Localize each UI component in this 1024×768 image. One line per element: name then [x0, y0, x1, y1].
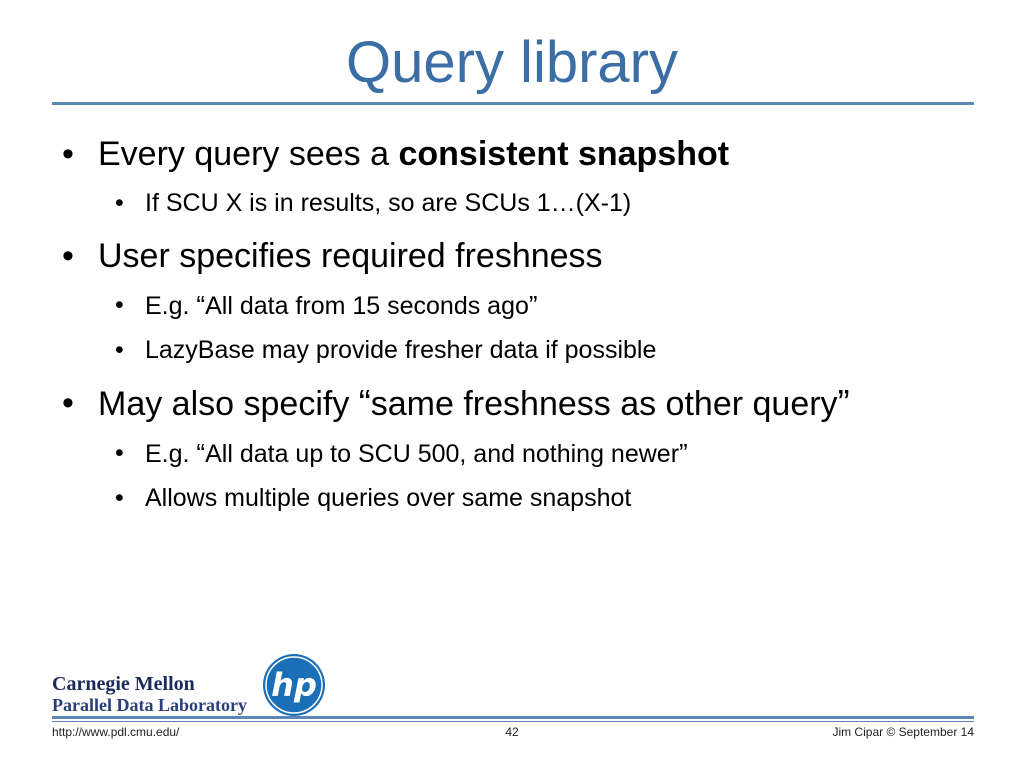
bullet-marker: •: [62, 237, 74, 275]
quoted-text: same freshness as other query: [370, 385, 838, 423]
bullet-marker: •: [115, 189, 124, 217]
sub-bullet-text: LazyBase may provide fresher data if possible: [145, 336, 657, 364]
bullet-marker: •: [115, 336, 124, 364]
open-quote: “: [196, 438, 206, 468]
bullet-text: Every query sees a: [98, 135, 399, 173]
quoted-text: All data up to SCU 500, and nothing newer: [205, 440, 680, 468]
close-quote: ”: [528, 290, 538, 320]
footer-author-date: Jim Cipar © September 14: [832, 725, 974, 739]
sub-bullet-text: Allows multiple queries over same snapshot: [145, 484, 632, 512]
bullet-item: [58, 232, 1008, 280]
sub-bullet-item: [58, 479, 1008, 517]
title-divider: [52, 102, 974, 105]
org-name: Carnegie Mellon: [52, 673, 195, 695]
cmu-pdl-logo: [52, 673, 247, 715]
bullet-prefix: May also specify: [98, 385, 359, 423]
sub-bullet-item: [58, 331, 1008, 369]
sub-bullet-item: [58, 434, 1008, 473]
open-quote: “: [358, 382, 371, 423]
hp-logo-icon: [262, 653, 326, 717]
close-quote: ”: [837, 382, 850, 423]
page-number: 42: [505, 725, 519, 739]
close-quote: ”: [679, 438, 688, 468]
sub-bullet-item: [58, 184, 1008, 222]
sub-bullet-prefix: E.g.: [145, 292, 197, 320]
bullet-marker: •: [115, 484, 124, 512]
bullet-text: User specifies required freshness: [98, 237, 603, 275]
slide-title: Query library: [346, 30, 678, 95]
svg-text:hp: hp: [271, 666, 317, 704]
sub-bullet-prefix: E.g.: [145, 440, 197, 468]
bullet-item: [58, 130, 1008, 178]
bullet-marker: •: [62, 135, 74, 173]
sub-bullet-item: [58, 286, 1008, 325]
footer-divider: [52, 716, 974, 719]
footer-url[interactable]: http://www.pdl.cmu.edu/: [52, 725, 180, 739]
sub-bullet-text: If SCU X is in results, so are SCUs 1…(X-1): [145, 189, 632, 217]
bullet-marker: •: [115, 439, 124, 467]
footer-divider-thin: [52, 721, 974, 722]
bullet-marker: •: [62, 384, 74, 422]
bullet-list: [58, 130, 1008, 517]
lab-name: Parallel Data Laboratory: [52, 695, 247, 715]
bullet-emphasis: consistent snapshot: [398, 135, 730, 173]
bullet-marker: •: [115, 291, 124, 319]
bullet-item: [58, 379, 1008, 428]
quoted-text: All data from 15 seconds ago: [205, 292, 529, 320]
open-quote: “: [196, 290, 206, 320]
